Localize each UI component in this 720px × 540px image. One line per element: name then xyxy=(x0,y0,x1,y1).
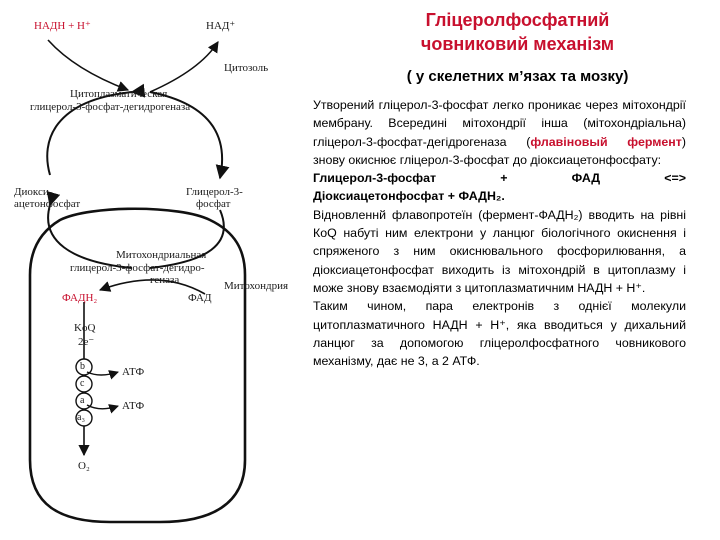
g3p-label-2: фосфат xyxy=(196,198,231,210)
atp-arrow-1 xyxy=(87,372,118,375)
atp-label-1: АТФ xyxy=(122,366,145,378)
fadh2-label: ФАДН₂ xyxy=(62,292,98,304)
slide-subtitle: ( у скелетних м’язах та мозку) xyxy=(406,68,629,85)
description-text xyxy=(313,96,686,370)
cyt-c-label: c xyxy=(80,378,85,389)
dhap-label-2: ацетонфосфат xyxy=(14,198,81,210)
atp-label-2: АТФ xyxy=(122,400,145,412)
mito-enzyme-label-2: глицерол-3-фосфат-дегидро- xyxy=(70,262,205,274)
flavin-enzyme-highlight: флавіновый фермент xyxy=(530,134,682,149)
nadh-arc xyxy=(48,40,128,90)
title-line-1: Гліцеролфосфатний xyxy=(425,10,610,30)
cytosol-label: Цитозоль xyxy=(224,62,269,74)
equation-line-2: Діоксиацетонфосфат + ФАДН₂. xyxy=(313,189,505,204)
nadh-label: НАДН + Н⁺ xyxy=(34,20,91,32)
nad-arc xyxy=(150,42,218,92)
slide-title xyxy=(330,8,705,56)
koq-label: KoQ xyxy=(74,322,96,334)
paragraph-2: Відновленнй флавопротеїн (фермент-ФАДН₂) вводить на рівні КоQ набуті ним електрони у ланцюг біологічного окиснення і спряженого з ним окиснювального фосфорилювання, а діоксиацетонфосфат виходить із мітохондрій в цитоплазму і може знову взаємодіяти з цитоплазматичним НАДН + Н⁺. xyxy=(313,207,686,295)
two-electrons-label: 2e⁻ xyxy=(78,336,95,348)
title-line-2: човниковий механізм xyxy=(420,34,615,54)
nad-label: НАД⁺ xyxy=(206,20,236,32)
equation-line-1: Глицерол-3-фосфат + ФАД <=> xyxy=(313,171,686,186)
oxygen-label: O₂ xyxy=(78,460,90,472)
shuttle-diagram xyxy=(0,0,305,540)
mitochondria-label: Митохондрия xyxy=(224,280,289,292)
dhap-label-1: Диокси- xyxy=(14,186,53,198)
g3p-label-1: Глицерол-3- xyxy=(186,186,243,198)
cyto-enzyme-label-1: Цитоплазматическая xyxy=(70,88,168,100)
cyt-a3-label: a₃ xyxy=(77,412,85,423)
cyt-b-label: b xyxy=(80,361,85,372)
cyto-enzyme-label-2: глицерол-3-фосфат-дегидрогеназа xyxy=(30,101,191,113)
mito-enzyme-label-3: геназа xyxy=(150,274,180,286)
paragraph-3: Таким чином, пара електронів з однієї молекули цитоплазматичного НАДН + Н⁺, яка вводиться у дихальний ланцюг за допомогою гліцеролфосфатного човникового механізму, дає не 3, а 2 АТФ. xyxy=(313,299,686,369)
atp-arrow-2 xyxy=(87,405,118,409)
paragraph-1: Утворений гліцерол-3-фосфат легко проникає через мітохондрії мембрану. Всередині мітохондрії інша (мітохондріальна) гліцерол-3-фосфат-дегідрогеназа (флавіновый фермент) знову окиснює гліцерол-3-фосфат до діоксиацетонфосфату: xyxy=(313,98,686,167)
fad-label: ФАД xyxy=(188,292,212,304)
cyt-a-label: a xyxy=(80,395,85,406)
mito-enzyme-label-1: Митохондриальная xyxy=(116,249,207,261)
